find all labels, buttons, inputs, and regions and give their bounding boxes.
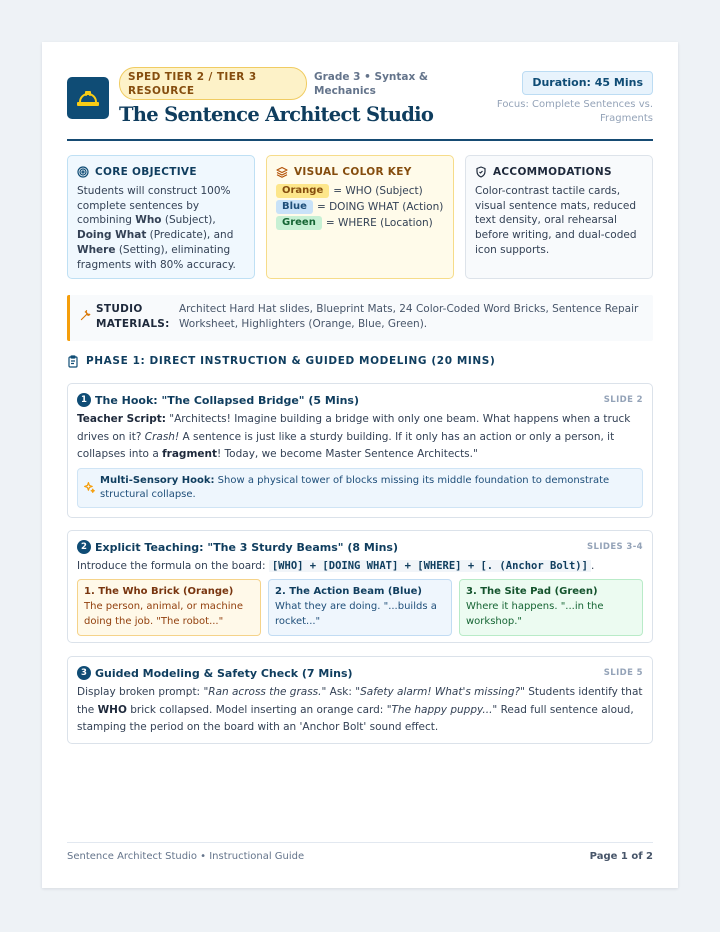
color-key-card (266, 155, 454, 279)
accommodations-card (465, 155, 653, 279)
card-title: CORE OBJECTIVE (95, 166, 197, 178)
key-row-orange: Orange = WHO (Subject) (276, 183, 444, 199)
focus-text: Focus: Complete Sentences vs. Fragments (496, 99, 653, 124)
duration-badge: Duration: 45 Mins (522, 71, 653, 95)
card-title: VISUAL COLOR KEY (294, 166, 412, 178)
formula-intro: Introduce the formula on the board: [WHO] + [DOING WHAT] + [WHERE] + [. (Anchor Bolt)] . (77, 560, 595, 572)
step-card-hook (67, 383, 653, 518)
slide-label: SLIDE 5 (603, 668, 643, 678)
sparkle-icon (83, 481, 96, 494)
card-title: ACCOMMODATIONS (493, 166, 612, 178)
step-number: 2 (77, 540, 91, 554)
step-title: Guided Modeling & Safety Check (7 Mins) (95, 666, 353, 680)
step-title: The Hook: "The Collapsed Bridge" (5 Mins) (95, 393, 360, 407)
target-icon (77, 166, 89, 178)
hard-hat-icon (67, 77, 109, 119)
info-cards (67, 155, 653, 279)
step-card-guided-modeling (67, 656, 653, 744)
tier-badge: SPED TIER 2 / TIER 3 RESOURCE (119, 67, 307, 100)
materials-text: Architect Hard Hat slides, Blueprint Mats, 24 Color-Coded Word Bricks, Sentence Repair Worksheet, Highlighters (Orange, Blue, Green). (179, 303, 639, 330)
clipboard-icon (67, 355, 79, 368)
core-objective-card (67, 155, 255, 279)
hook-text: Multi-Sensory Hook: Show a physical tower of blocks missing its middle foundation to demonstrate structural collapse. (100, 475, 610, 500)
phase-title: PHASE 1: DIRECT INSTRUCTION & GUIDED MODELING (20 MINS) (86, 355, 496, 367)
footer-title: Sentence Architect Studio • Instructional Guide (67, 851, 305, 862)
wrench-icon (80, 310, 91, 321)
who-brick-card: 1. The Who Brick (Orange) The person, animal, or machine doing the job. "The robot..." (77, 579, 261, 636)
materials-label: STUDIO MATERIALS: (96, 303, 170, 330)
slide-label: SLIDES 3-4 (586, 542, 643, 552)
phase-heading (67, 352, 495, 370)
formula-code: [WHO] + [DOING WHAT] + [WHERE] + [. (Anchor Bolt)] (269, 560, 591, 572)
layers-icon (276, 166, 288, 178)
shield-check-icon (475, 166, 487, 178)
footer-divider (67, 842, 653, 843)
objective-text: Students will construct 100% complete sentences by combining Who (Subject), Doing What (Predicate), and Where (Setting), eliminating fragments with 80% accuracy. (77, 185, 236, 271)
instructional-guide-page (42, 42, 678, 888)
key-row-blue: Blue = DOING WHAT (Action) (276, 199, 444, 215)
teacher-script: Teacher Script: "Architects! Imagine building a bridge with only one beam. What happens when a truck drives on it? Crash! A sentence is just like a sturdy building. If it only has an action or only a person, it collapses into a fragment! Today, we become Master Sentence Architects." (77, 413, 631, 460)
multi-sensory-hook (77, 468, 643, 508)
guided-modeling-text: Display broken prompt: "Ran across the grass." Ask: "Safety alarm! What's missing?" Students identify that the WHO brick collapsed. Model inserting an orange card: "The happy puppy..." Read full sentence aloud, stamping the period on the board with an 'Anchor Bolt' sound effect. (77, 686, 643, 733)
accommodations-text: Color-contrast tactile cards, visual sentence mats, reduced text density, oral rehearsal before writing, and dual-coded icon supports. (475, 185, 637, 256)
studio-materials (67, 295, 653, 341)
step-card-explicit-teaching (67, 530, 653, 643)
header (67, 67, 653, 143)
key-row-green: Green = WHERE (Location) (276, 215, 444, 231)
slide-label: SLIDE 2 (603, 395, 643, 405)
step-title: Explicit Teaching: "The 3 Sturdy Beams" (8 Mins) (95, 540, 399, 554)
page-title: The Sentence Architect Studio (119, 103, 434, 126)
grade-label: Grade 3 • Syntax & Mechanics (314, 71, 429, 97)
step-number: 1 (77, 393, 91, 407)
site-pad-card: 3. The Site Pad (Green) Where it happens. "...in the workshop." (459, 579, 643, 636)
header-divider (67, 139, 653, 141)
action-beam-card: 2. The Action Beam (Blue) What they are doing. "...builds a rocket..." (268, 579, 452, 636)
step-number: 3 (77, 666, 91, 680)
page-number: Page 1 of 2 (589, 851, 653, 862)
